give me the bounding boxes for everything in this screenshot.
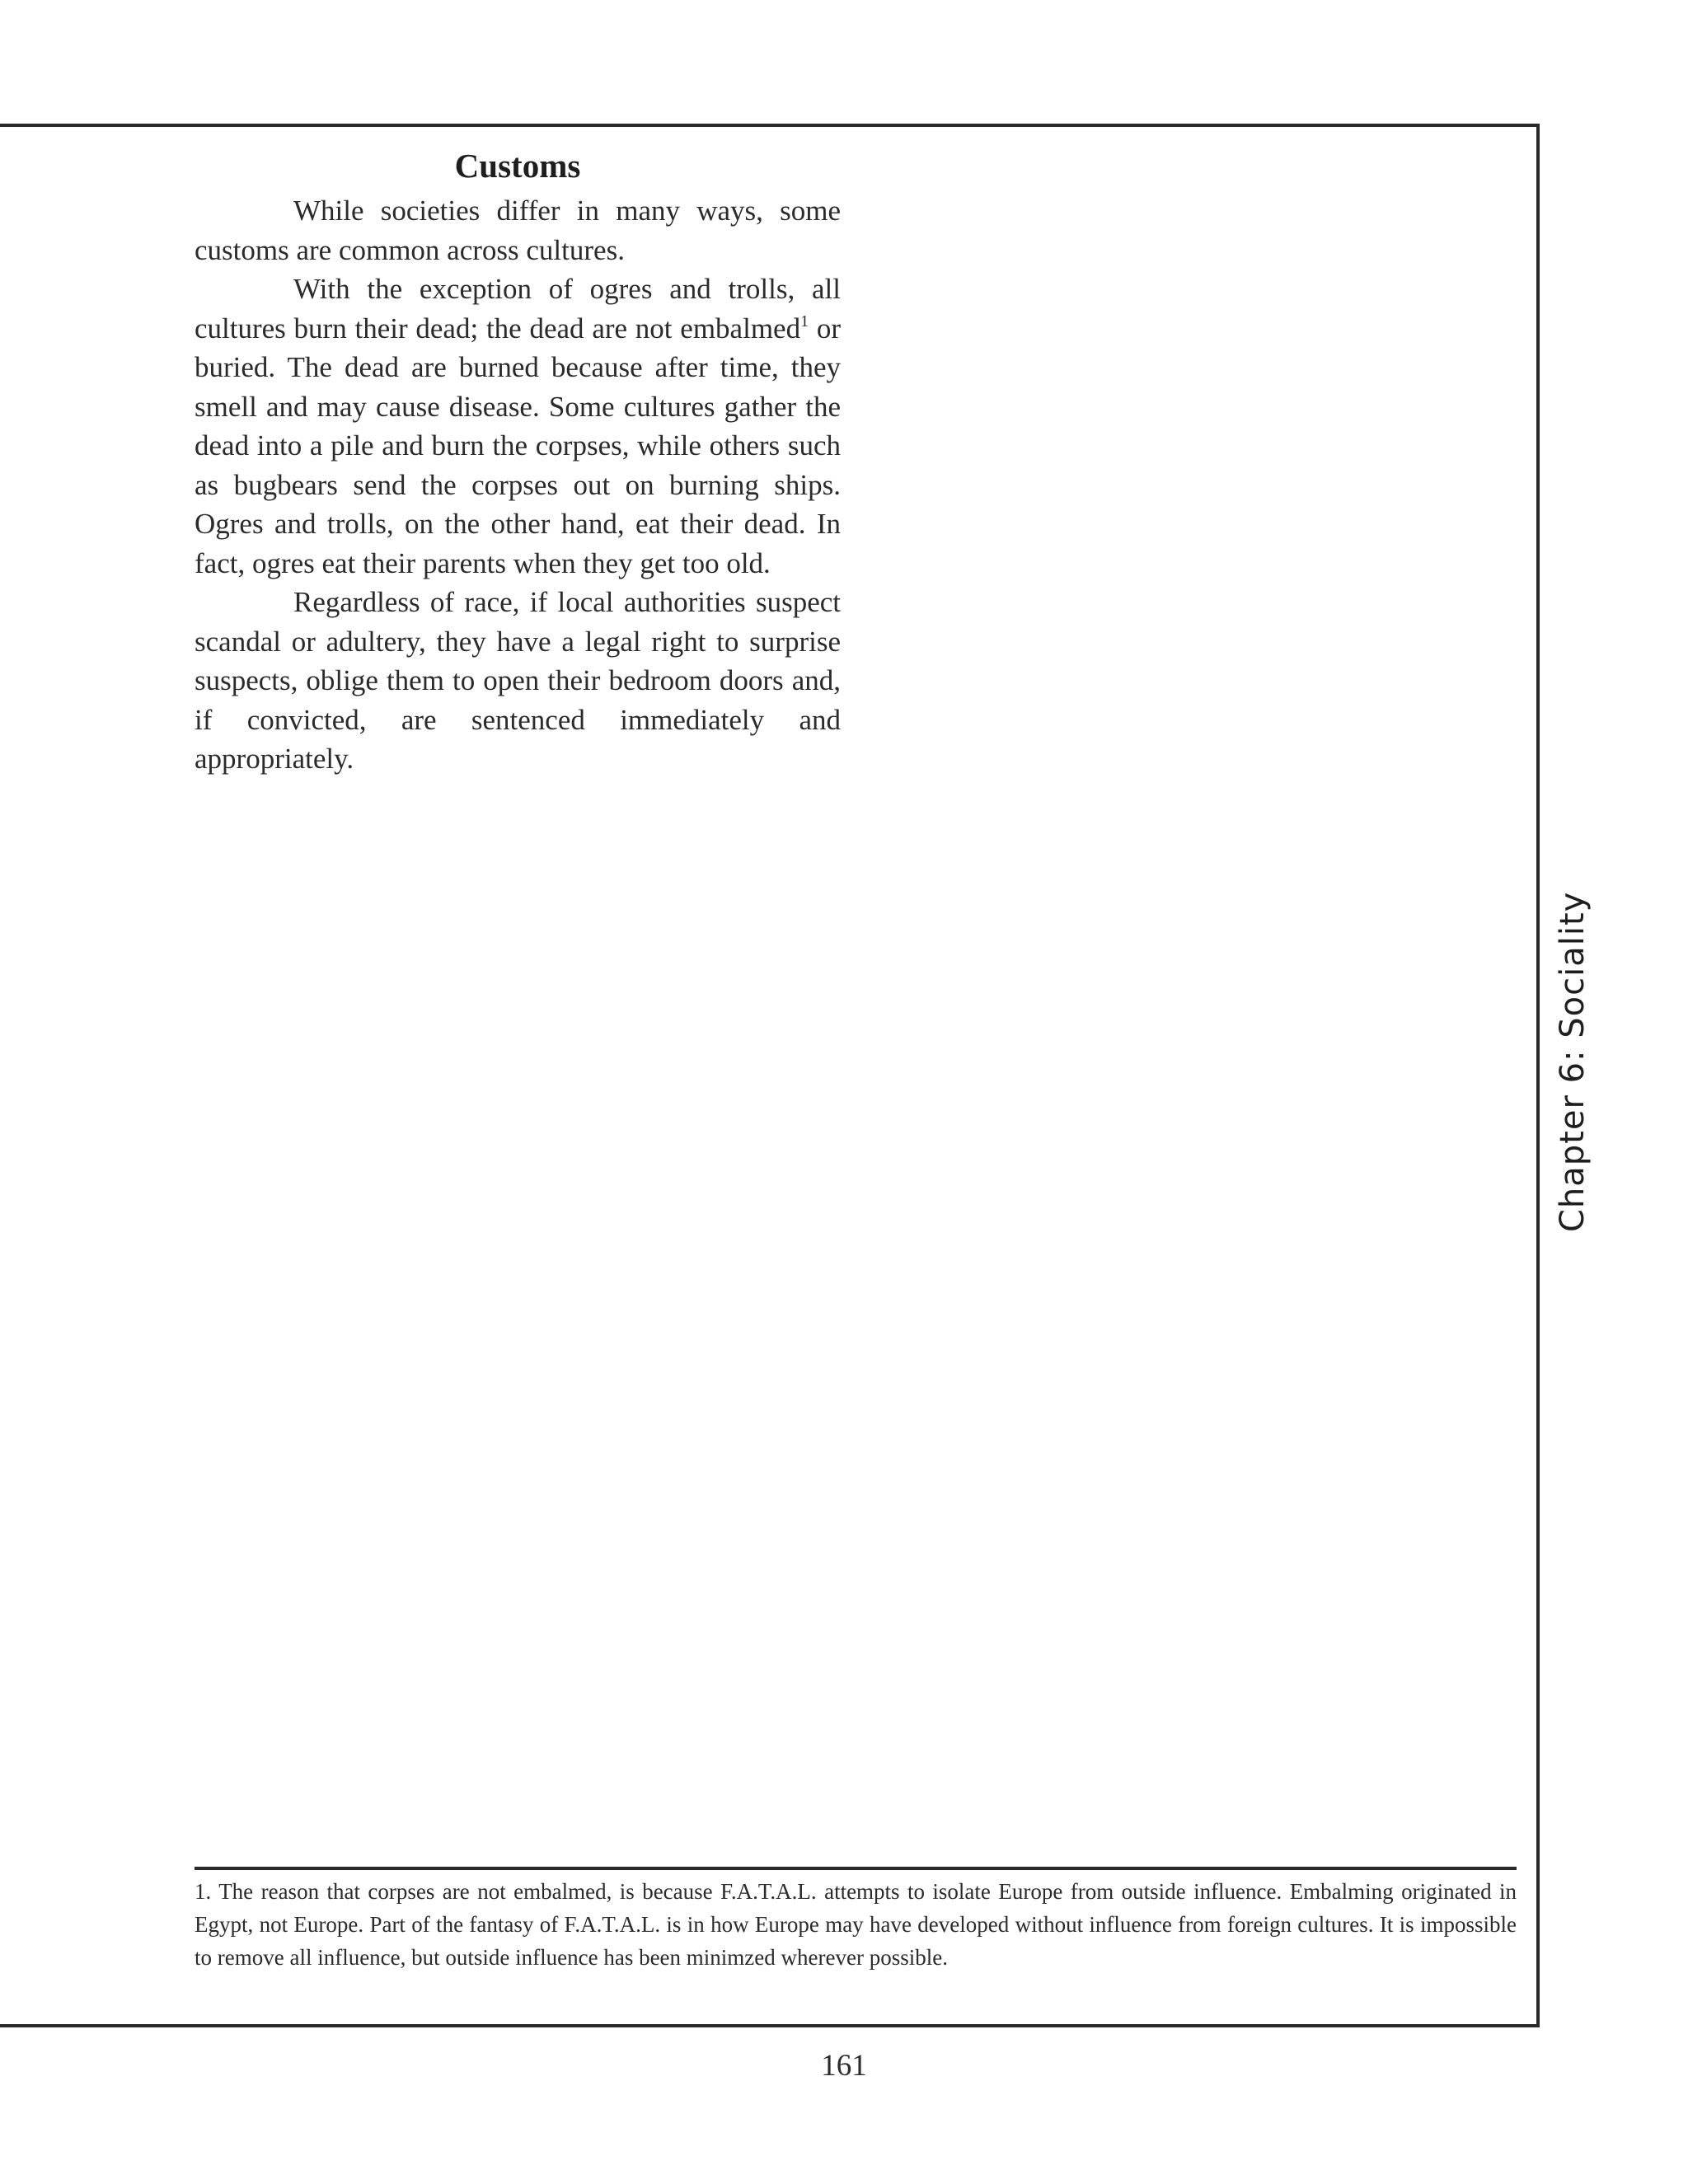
footnote-reference[interactable]: 1 [800,312,809,330]
footnote: 1. The reason that corpses are not embalmed, is because F.A.T.A.L. attempts to isolate Europe from outside influence. Embalming originated in Egypt, not Europe. Part of the fantasy of F.A.T.A.L. is in how Europe may have developed without influence from foreign cultures. It is impossible to remove all influence, but outside influence has been minimzed wherever possible. [195,1879,1517,1970]
chapter-label-text: Chapter 6: Sociality [1554,891,1592,1232]
paragraph-2-text: With the exception of ogres and trolls, all cultures burn their dead; the dead are not embalmed [195,273,841,344]
paragraph-3: Regardless of race, if local authorities suspect scandal or adultery, they have a legal right to surprise suspects, oblige them to open their bedroom doors and, if convicted, are sentenced immediately and appropriately. [195,586,841,775]
page-number: 161 [821,2049,867,2083]
paragraph-1: While societies differ in many ways, some customs are common across cultures. [195,194,841,266]
paragraph-2 [195,269,841,583]
footnote-divider [195,1867,1517,1870]
main-column [195,142,841,779]
paragraph-2-continued: or buried. The dead are burned because after time, they smell and may cause disease. Some cultures gather the dead into a pile and burn the corpses, while others such as bugbears send the corpses out on burning ships. Ogres and trolls, on the other hand, eat their dead. In fact, ogres eat their parents when they get too old. [195,312,842,579]
section-heading: Customs [454,147,581,185]
